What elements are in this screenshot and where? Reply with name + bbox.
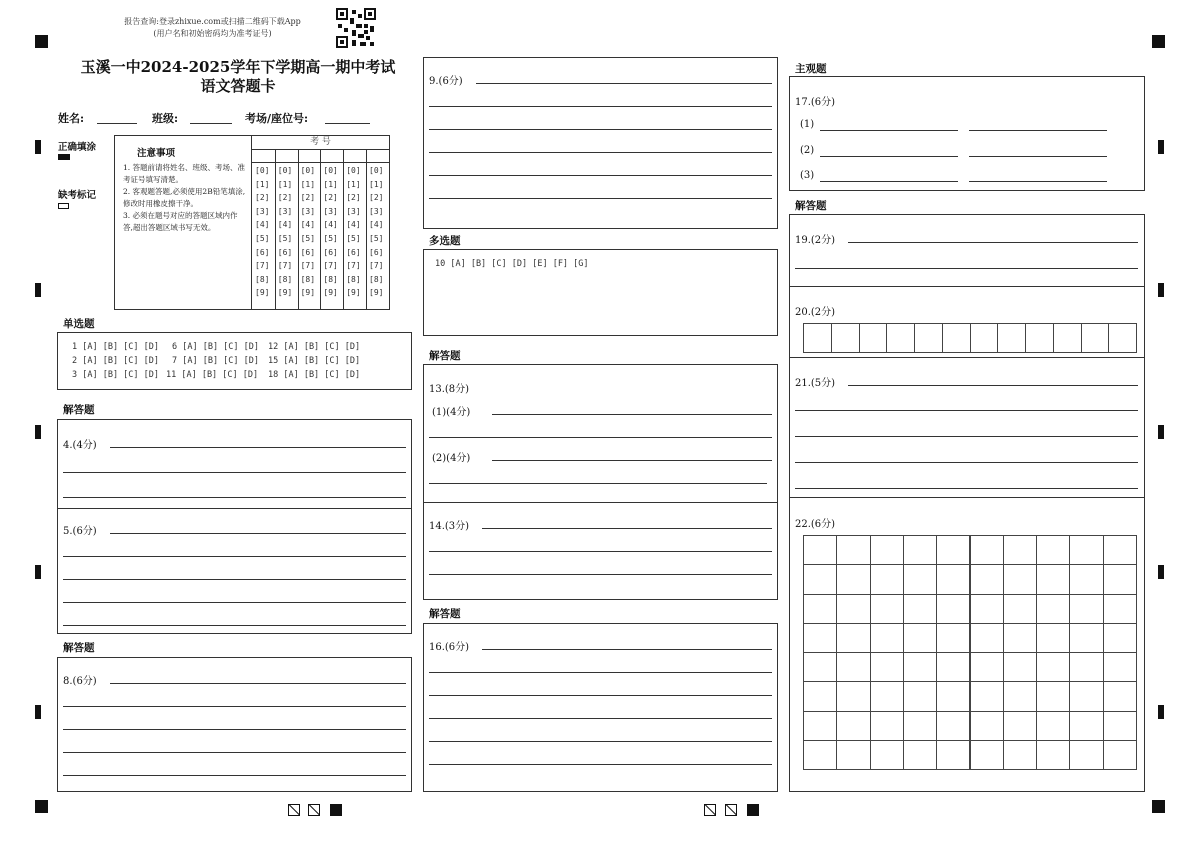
answer-box-17 (789, 76, 1145, 191)
exam-digit-option[interactable]: [8] (346, 274, 361, 284)
grid-cell[interactable] (1036, 623, 1070, 653)
answer-line[interactable] (110, 447, 406, 448)
exam-digit-option[interactable]: [0] (369, 166, 384, 175)
grid-cell[interactable] (1103, 623, 1137, 653)
question-19-label: 19.(2分) (795, 235, 836, 246)
timing-mark (1158, 705, 1164, 719)
answer-line[interactable] (429, 437, 772, 438)
choice-row[interactable]: 6 [A] [B] [C] [D] (172, 342, 259, 352)
answer-line[interactable] (969, 181, 1107, 182)
grid-cell[interactable] (970, 564, 1004, 594)
divider (366, 149, 367, 310)
grid-cell[interactable] (836, 564, 870, 594)
exam-digit-option[interactable]: [1] (277, 179, 293, 189)
correct-fill-label: 正确填涂 (58, 142, 97, 153)
grid-cell[interactable] (1103, 652, 1137, 682)
answer-line[interactable] (848, 242, 1138, 243)
grid-cell[interactable] (1103, 681, 1137, 711)
timing-mark (35, 565, 41, 579)
grid-cell[interactable] (836, 652, 870, 682)
class-label: 班级: (152, 112, 179, 125)
answer-line[interactable] (429, 672, 772, 673)
answer-line[interactable] (429, 718, 772, 719)
page-marker (747, 804, 759, 816)
timing-mark (35, 283, 41, 297)
grid-cell[interactable] (836, 740, 870, 770)
exam-digit-option[interactable]: [6] (255, 247, 270, 257)
exam-digit-option[interactable]: [8] (255, 274, 270, 284)
grid-cell[interactable] (870, 740, 904, 770)
divider (320, 149, 321, 310)
grid-cell[interactable] (1069, 564, 1103, 594)
exam-digit-option[interactable]: [3] (255, 206, 270, 216)
grid-cell[interactable] (970, 623, 1004, 653)
grid-cell[interactable] (1069, 740, 1103, 770)
timing-mark (35, 705, 41, 719)
section-title-answer: 解答题 (63, 404, 95, 416)
grid-cell[interactable] (836, 535, 870, 565)
choice-row[interactable]: 15 [A] [B] [C] [D] (268, 356, 361, 366)
grid-cell[interactable] (936, 594, 970, 624)
exam-digit-option[interactable]: [4] (323, 220, 338, 230)
divider (789, 286, 1145, 287)
exam-digit-option[interactable]: [9] (277, 288, 293, 298)
exam-digit-option[interactable]: [0] (300, 166, 316, 175)
grid-cell[interactable] (936, 623, 970, 653)
grid-cell[interactable] (970, 535, 1004, 565)
exam-digit-option[interactable]: [0] (323, 166, 338, 175)
note-item: 3. 必须在题号对应的答题区域内作答,超出答题区域书写无效。 (123, 211, 238, 232)
section-title-multi-choice: 多选题 (429, 235, 461, 247)
timing-mark (1158, 283, 1164, 297)
exam-digit-option[interactable]: [1] (346, 179, 361, 189)
grid-cell[interactable] (903, 740, 937, 770)
exam-digit-option[interactable]: [9] (323, 288, 338, 298)
grid-cell[interactable] (870, 564, 904, 594)
exam-digit-option[interactable]: [6] (369, 247, 384, 257)
exam-digit-option[interactable]: [1] (323, 179, 338, 189)
answer-line[interactable] (429, 483, 767, 484)
question-17-part-1-label: (1) (800, 119, 815, 130)
grid-cell[interactable] (1003, 564, 1037, 594)
grid-cell[interactable] (970, 652, 1004, 682)
grid-cell[interactable] (936, 564, 970, 594)
room-seat-field[interactable] (325, 123, 370, 124)
grid-cell[interactable] (870, 711, 904, 741)
grid-cell[interactable] (1036, 711, 1070, 741)
choice-row[interactable]: 18 [A] [B] [C] [D] (268, 370, 361, 380)
notice-line-1: 报告查询:登录zhixue.com或扫描二维码下载App (124, 17, 301, 26)
choice-row[interactable]: 1 [A] [B] [C] [D] (72, 342, 159, 352)
choice-row[interactable]: 11 [A] [B] [C] [D] (166, 370, 259, 380)
choice-row[interactable]: 7 [A] [B] [C] [D] (172, 356, 259, 366)
grid-cell[interactable] (1081, 323, 1110, 353)
grid-cell[interactable] (836, 681, 870, 711)
exam-digit-option[interactable]: [0] (346, 166, 361, 175)
grid-cell[interactable] (903, 564, 937, 594)
grid-cell[interactable] (1069, 681, 1103, 711)
question-13-part-2-label: (2)(4分) (432, 453, 471, 464)
answer-line[interactable] (795, 436, 1138, 437)
grid-cell[interactable] (1003, 623, 1037, 653)
grid-cell[interactable] (1103, 594, 1137, 624)
exam-digit-option[interactable]: [3] (346, 206, 361, 216)
grid-cell[interactable] (970, 681, 1004, 711)
grid-cell[interactable] (1036, 535, 1070, 565)
exam-digit-option[interactable]: [3] (369, 206, 384, 216)
timing-mark (35, 140, 41, 154)
corner-mark-top-right (1152, 35, 1165, 48)
answer-line[interactable] (110, 683, 406, 684)
exam-digit-option[interactable]: [9] (255, 288, 270, 298)
notes-list (123, 162, 247, 234)
answer-line[interactable] (820, 156, 958, 157)
question-8-label: 8.(6分) (63, 676, 97, 687)
grid-cell[interactable] (903, 623, 937, 653)
section-title-answer: 解答题 (795, 200, 827, 212)
question-20-label: 20.(2分) (795, 307, 836, 318)
grid-cell[interactable] (1103, 535, 1137, 565)
question-14-label: 14.(3分) (429, 521, 470, 532)
answer-line[interactable] (429, 198, 772, 199)
exam-digit-option[interactable]: [9] (346, 288, 361, 298)
grid-cell[interactable] (803, 535, 837, 565)
absent-mark-checkbox[interactable] (58, 203, 69, 209)
exam-digit-option[interactable]: [5] (277, 234, 293, 243)
answer-line[interactable] (482, 649, 772, 650)
exam-digit-option[interactable]: [7] (300, 261, 316, 271)
grid-cell[interactable] (836, 594, 870, 624)
section-title-single-choice: 单选题 (63, 318, 95, 330)
exam-digit-option[interactable]: [4] (369, 220, 384, 230)
answer-line[interactable] (795, 488, 1138, 489)
grid-cell[interactable] (1036, 594, 1070, 624)
section-title-subjective: 主观题 (795, 63, 827, 75)
grid-cell[interactable] (870, 535, 904, 565)
timing-mark (35, 425, 41, 439)
grid-cell[interactable] (936, 681, 970, 711)
grid-cell[interactable] (1036, 564, 1070, 594)
exam-digit-option[interactable]: [0] (277, 166, 293, 175)
answer-line[interactable] (482, 528, 772, 529)
grid-cell[interactable] (836, 711, 870, 741)
grid-cell[interactable] (1003, 594, 1037, 624)
grid-cell[interactable] (1103, 740, 1137, 770)
question-9-label: 9.(6分) (429, 76, 463, 87)
question-13-label: 13.(8分) (429, 384, 470, 395)
grid-cell[interactable] (1036, 681, 1070, 711)
grid-cell[interactable] (803, 323, 832, 353)
exam-digit-option[interactable]: [1] (255, 179, 270, 189)
exam-digit-option[interactable]: [8] (369, 274, 384, 284)
grid-cell[interactable] (1103, 564, 1137, 594)
question-4-label: 4.(4分) (63, 440, 97, 451)
exam-digit-option[interactable]: [4] (255, 220, 270, 230)
grid-cell[interactable] (936, 535, 970, 565)
question-17-part-2-label: (2) (800, 145, 815, 156)
choice-row[interactable]: 2 [A] [B] [C] [D] (72, 356, 159, 366)
grid-cell[interactable] (936, 652, 970, 682)
grid-cell[interactable] (997, 323, 1026, 353)
grid-cell[interactable] (970, 740, 1004, 770)
grid-cell[interactable] (942, 323, 971, 353)
note-item: 1. 答题前请将姓名、班级、考场、准考证号填写清楚。 (123, 163, 246, 184)
exam-digit-option[interactable]: [5] (369, 234, 384, 243)
exam-digit-option[interactable]: [7] (277, 261, 293, 271)
exam-digit-option[interactable]: [6] (277, 247, 293, 257)
divider (275, 149, 276, 310)
exam-digit-option[interactable]: [3] (323, 206, 338, 216)
question-21-label: 21.(5分) (795, 378, 836, 389)
answer-line[interactable] (969, 156, 1107, 157)
exam-digit-option[interactable]: [1] (300, 179, 316, 189)
exam-digit-option[interactable]: [6] (346, 247, 361, 257)
grid-cell[interactable] (836, 623, 870, 653)
grid-cell[interactable] (870, 594, 904, 624)
answer-line[interactable] (429, 152, 772, 153)
answer-line[interactable] (795, 462, 1138, 463)
grid-cell[interactable] (970, 711, 1004, 741)
divider (789, 357, 1145, 358)
answer-line[interactable] (63, 556, 406, 557)
exam-digit-option[interactable]: [5] (323, 234, 338, 243)
page-marker (288, 804, 300, 816)
title-line-1: 玉溪一中2024-2025学年下学期高一期中考试 (80, 58, 396, 76)
exam-digit-option[interactable]: [2] (255, 193, 270, 203)
room-seat-label: 考场/座位号: (245, 112, 309, 125)
exam-digit-option[interactable]: [0] (255, 166, 270, 175)
answer-line[interactable] (795, 410, 1138, 411)
exam-digit-option[interactable]: [2] (277, 193, 293, 203)
answer-line[interactable] (63, 729, 406, 730)
answer-line[interactable] (969, 130, 1107, 131)
exam-digit-option[interactable]: [3] (300, 206, 316, 216)
question-5-label: 5.(6分) (63, 526, 97, 537)
grid-cell[interactable] (903, 594, 937, 624)
answer-line[interactable] (476, 83, 772, 84)
title-line-2: 语文答题卡 (200, 77, 276, 95)
page-marker (330, 804, 342, 816)
page-marker (704, 804, 716, 816)
answer-line[interactable] (820, 181, 958, 182)
grid-cell[interactable] (903, 711, 937, 741)
grid-cell[interactable] (803, 594, 837, 624)
grid-cell[interactable] (803, 711, 837, 741)
grid-cell[interactable] (1069, 652, 1103, 682)
divider (789, 497, 1145, 498)
class-field[interactable] (190, 123, 232, 124)
choice-row[interactable]: 3 [A] [B] [C] [D] (72, 370, 159, 380)
grid-cell[interactable] (859, 323, 888, 353)
grid-cell[interactable] (970, 594, 1004, 624)
grid-cell[interactable] (903, 681, 937, 711)
exam-digit-option[interactable]: [1] (369, 179, 384, 189)
answer-line[interactable] (795, 268, 1138, 269)
exam-digit-option[interactable]: [3] (277, 206, 293, 216)
exam-digit-option[interactable]: [2] (300, 193, 316, 203)
exam-digit-option[interactable]: [7] (255, 261, 270, 271)
divider (298, 149, 299, 310)
answer-box-8 (57, 657, 412, 792)
exam-digit-option[interactable]: [5] (255, 234, 270, 243)
question-22-label: 22.(6分) (795, 519, 836, 530)
answer-line[interactable] (429, 551, 772, 552)
grid-cell[interactable] (1025, 323, 1054, 353)
grid-cell[interactable] (803, 564, 837, 594)
timing-mark (1158, 565, 1164, 579)
correct-fill-sample (58, 154, 70, 160)
grid-cell[interactable] (903, 652, 937, 682)
section-title-answer: 解答题 (429, 350, 461, 362)
grid-cell[interactable] (1003, 681, 1037, 711)
exam-digit-option[interactable]: [5] (346, 234, 361, 243)
name-label: 姓名: (58, 112, 85, 125)
answer-line[interactable] (110, 533, 406, 534)
grid-cell[interactable] (870, 652, 904, 682)
exam-digit-option[interactable]: [6] (323, 247, 338, 257)
grid-cell[interactable] (1036, 740, 1070, 770)
answer-line[interactable] (429, 175, 772, 176)
answer-line[interactable] (63, 625, 406, 626)
question-16-label: 16.(6分) (429, 642, 470, 653)
page-title (58, 58, 418, 96)
grid-cell[interactable] (1069, 623, 1103, 653)
grid-cell[interactable] (803, 623, 837, 653)
question-17-part-3-label: (3) (800, 170, 815, 181)
answer-line[interactable] (429, 764, 772, 765)
divider (423, 502, 778, 503)
answer-line[interactable] (63, 752, 406, 753)
note-item: 2. 客观题答题,必须使用2B铅笔填涂,修改时用橡皮擦干净。 (123, 187, 246, 208)
report-notice (120, 16, 305, 40)
corner-mark-bottom-right (1152, 800, 1165, 813)
grid-cell[interactable] (903, 535, 937, 565)
answer-box-13-14 (423, 364, 778, 600)
grid-cell[interactable] (803, 740, 837, 770)
divider (343, 149, 344, 310)
timing-mark (1158, 140, 1164, 154)
exam-number-header: 考 号 (252, 135, 389, 150)
exam-digit-option[interactable]: [5] (300, 234, 316, 243)
page-marker (725, 804, 737, 816)
exam-digit-option[interactable]: [2] (346, 193, 361, 203)
grid-cell[interactable] (1069, 535, 1103, 565)
exam-digit-option[interactable]: [2] (323, 193, 338, 203)
grid-cell[interactable] (1036, 652, 1070, 682)
section-title-answer: 解答题 (429, 608, 461, 620)
answer-line[interactable] (429, 574, 772, 575)
grid-cell[interactable] (936, 740, 970, 770)
answer-line[interactable] (429, 129, 772, 130)
grid-cell[interactable] (1103, 711, 1137, 741)
grid-cell[interactable] (870, 623, 904, 653)
exam-digit-option[interactable]: [9] (369, 288, 384, 298)
grid-cell[interactable] (803, 652, 837, 682)
exam-digit-option[interactable]: [8] (323, 274, 338, 284)
qr-code-icon (336, 8, 376, 48)
grid-cell[interactable] (1003, 711, 1037, 741)
name-field[interactable] (97, 123, 137, 124)
divider (57, 508, 412, 509)
absent-mark-label: 缺考标记 (58, 190, 97, 201)
grid-cell[interactable] (1069, 711, 1103, 741)
answer-line[interactable] (63, 602, 406, 603)
exam-digit-option[interactable]: [8] (277, 274, 293, 284)
grid-cell[interactable] (831, 323, 860, 353)
notes-title: 注意事项 (137, 148, 176, 159)
answer-line[interactable] (63, 706, 406, 707)
answer-line[interactable] (429, 695, 772, 696)
grid-cell[interactable] (1108, 323, 1137, 353)
answer-line[interactable] (429, 741, 772, 742)
notice-line-2: (用户名和初始密码均为准考证号) (153, 29, 272, 38)
grid-cell[interactable] (1003, 740, 1037, 770)
grid-cell[interactable] (936, 711, 970, 741)
grid-cell[interactable] (970, 323, 999, 353)
exam-digit-option[interactable]: [7] (323, 261, 338, 271)
grid-cell[interactable] (1003, 535, 1037, 565)
timing-mark (1158, 425, 1164, 439)
question-13-part-1-label: (1)(4分) (432, 407, 471, 418)
page-marker (308, 804, 320, 816)
choice-row[interactable]: 10 [A] [B] [C] [D] [E] [F] [G] (435, 259, 589, 269)
answer-line[interactable] (492, 460, 772, 461)
grid-cell[interactable] (1003, 652, 1037, 682)
answer-line[interactable] (848, 385, 1138, 386)
corner-mark-top-left (35, 35, 48, 48)
answer-line[interactable] (63, 497, 406, 498)
section-title-answer: 解答题 (63, 642, 95, 654)
answer-line[interactable] (429, 106, 772, 107)
grid-cell[interactable] (870, 681, 904, 711)
exam-digit-option[interactable]: [6] (300, 247, 316, 257)
grid-cell[interactable] (1053, 323, 1082, 353)
exam-digit-option[interactable]: [4] (300, 220, 316, 230)
choice-row[interactable]: 12 [A] [B] [C] [D] (268, 342, 361, 352)
exam-digit-option[interactable]: [7] (346, 261, 361, 271)
grid-cell[interactable] (914, 323, 943, 353)
grid-cell[interactable] (886, 323, 915, 353)
grid-cell[interactable] (1069, 594, 1103, 624)
answer-line[interactable] (492, 414, 772, 415)
answer-line[interactable] (63, 472, 406, 473)
answer-line[interactable] (63, 579, 406, 580)
exam-digit-option[interactable]: [2] (369, 193, 384, 203)
exam-digit-option[interactable]: [4] (346, 220, 361, 230)
exam-digit-option[interactable]: [8] (300, 274, 316, 284)
grid-cell[interactable] (803, 681, 837, 711)
exam-digit-option[interactable]: [4] (277, 220, 293, 230)
corner-mark-bottom-left (35, 800, 48, 813)
exam-digit-option[interactable]: [7] (369, 261, 384, 271)
answer-line[interactable] (63, 775, 406, 776)
exam-digit-option[interactable]: [9] (300, 288, 316, 298)
answer-line[interactable] (820, 130, 958, 131)
question-17-label: 17.(6分) (795, 97, 836, 108)
